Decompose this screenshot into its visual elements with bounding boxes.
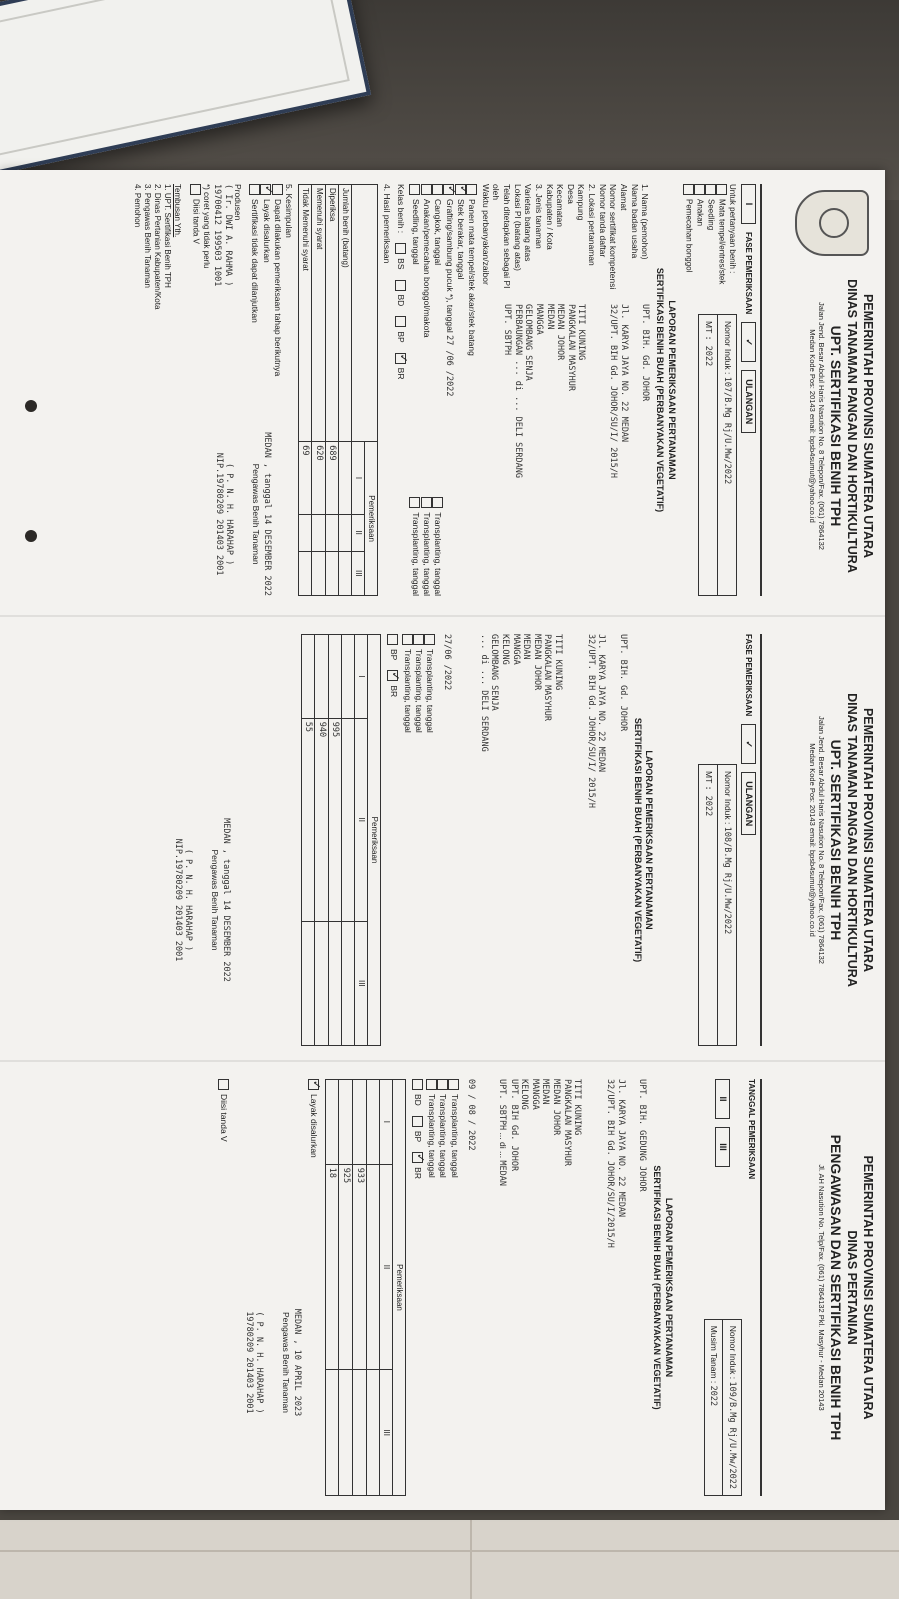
panen-label: Panen mata tempel/stek akar/stek batang (467, 199, 478, 356)
f2-nama: UPT. BIH. Gd. JOHOR (618, 634, 628, 732)
field-sertifikat-label: Nomor sertifikat kompetensi (608, 184, 619, 290)
transplant-label-1: Transplanting, tanggal (433, 512, 444, 596)
nomor-label-3: Nomor Induk : (728, 1325, 738, 1380)
field-ditetapkan-value: UPT. SBTPH (502, 304, 513, 356)
pengawas-name: ( P. N. H. HARAHAP ) (224, 462, 235, 566)
field-jenis-label: 3. Jenis tanaman (534, 184, 544, 249)
report-subtitle-2: SERTIFIKASI BENIH BUAH (PERBANYAKAN VEGETATIF) (633, 717, 644, 963)
mt-label-2: MT (704, 771, 715, 784)
f3-layak: Layak disalurkan (308, 1094, 319, 1158)
f2-stek-date: 27/06 /2022 (442, 634, 453, 691)
report-title-2: LAPORAN PEMERIKSAAN PERTANAMAN (644, 750, 655, 930)
f3-kelas-br: BR (413, 1167, 423, 1179)
f3-transplant-3: Transplanting, tanggal (427, 1094, 438, 1178)
col-ii: II (352, 514, 365, 551)
nomor-value: 107/B.Mg Rj/U.Mw/2022 (721, 376, 732, 485)
floor-tiles (0, 1520, 899, 1599)
f3-sign-date: MEDAN , 10 APRIL 2023 (291, 1308, 302, 1417)
f2-lokasi-pi: ... di ... DELI SERDANG (478, 634, 489, 752)
tanggal-pemeriksaan-label: TANGGAL PEMERIKSAAN (747, 1079, 756, 1180)
f3-nama: UPT. BIH. GEDUNG JOHOR (637, 1079, 648, 1192)
field-lokasi-label: 2. Lokasi pertanaman (587, 184, 598, 266)
field-kampung-label: Kampung (576, 184, 587, 221)
pengawas-nip: NIP.19780209 201403 2001 (213, 452, 224, 576)
f3-sertifikat: 32/UPT. BIH Gd. JOHOR/SU/I/2015/H (605, 1079, 615, 1248)
field-varietas-label: Varietas batang atas (523, 184, 534, 262)
f3-kelas-bd: BD (413, 1094, 423, 1106)
nomor-label-2: Nomor Induk : (722, 771, 733, 825)
tujuan-item-seedling: Seedling (706, 199, 716, 231)
tujuan-item-bonggol: Pemecahan bonggol (684, 199, 694, 273)
report-subtitle: SERTIFIKASI BENIH BUAH (PERBANYAKAN VEGETATIF) (655, 267, 666, 513)
stek-date: 27 /06 /2022 (443, 335, 454, 397)
kesimpulan-2: Layak disalurkan (261, 199, 272, 263)
header3-line3: PENGAWASAN DAN SERTIFIKASI BENIH TPH (827, 1134, 844, 1441)
seedling-label: Seedling, tanggal (410, 199, 421, 265)
cell-diperiksa-1: 689 (325, 442, 339, 514)
cell-memenuhi-1: 620 (312, 442, 326, 514)
kelas-bd: BD (396, 294, 407, 307)
f2-pengawas-label: Pengawas Benih Tanaman (210, 849, 220, 951)
f2-transplant-2: Transplanting, tanggal (414, 649, 425, 733)
anakan-label: Anakan/pemecahan bonggol/makota (421, 199, 432, 338)
tembusan-4: 4. Pemohon (133, 184, 143, 228)
kelas-label: Kelas benih : (396, 184, 407, 234)
f2-kelas-br: BR (388, 685, 399, 698)
f3-ditetapkan: UPT. SBTPH (497, 1079, 507, 1131)
f2-kabupaten: MEDAN (521, 634, 532, 660)
header3-address: Jl. AH Nasution No. Telp/Fax. (061) 7864132 Pkl. Masyhur - Medan 20143 (817, 1164, 827, 1411)
f2-sertifikat: 32/UPT. BIH Gd. JOHOR/SU/I/ 2015/H (585, 634, 596, 808)
f3-pengawas-label: Pengawas Benih Tanaman (281, 1312, 291, 1413)
f2-cell-2: 940 (315, 718, 329, 921)
ulangan-label: ULANGAN (741, 370, 756, 433)
transplant-label-3: Transplanting, tanggal (410, 512, 421, 596)
field-desa-value: PANGKALAN MASYHUR (565, 304, 576, 391)
f2-kelas-bp: BP (388, 649, 399, 661)
kelas-bp: BP (396, 331, 407, 343)
field-kecamatan-label: Kecamatan (555, 184, 566, 227)
header2-line2: DINAS TANAMAN PANGAN DAN HORTIKULTURA (845, 693, 860, 987)
field-ditetapkan-label: Telah ditetapkan sebagai PI oleh (491, 184, 513, 289)
f2-varietas: KELONG (500, 634, 510, 665)
pengawas-label: Pengawas Benih Tanaman (251, 463, 262, 565)
field-kabupaten-value: MEDAN (544, 304, 555, 330)
field-varietas-value: GELOMBANG SENJA (523, 304, 534, 381)
report-form-1 (0, 170, 885, 610)
fase-check-box: ✓ (741, 322, 756, 362)
f3-col-i: I (379, 1080, 392, 1165)
tembusan-3: 3. Pengawas Benih Tanaman (143, 184, 153, 288)
results-table-3 (325, 1079, 406, 1496)
mt-value: : 2022 (703, 335, 714, 367)
ulangan-label-2: ULANGAN (741, 772, 756, 835)
mt-value-2: : 2022 (703, 785, 714, 817)
f2-transplant-1: Transplanting, tanggal (425, 649, 436, 733)
f3-box-iii: III (715, 1127, 730, 1167)
tujuan-item-mata: Mata tempel/entres/stek (717, 199, 727, 285)
header3-line1: PEMERINTAH PROVINSI SUMATERA UTARA (861, 1155, 875, 1420)
sign-date: MEDAN , tanggal 14 DESEMBER 2022 (261, 432, 272, 596)
nomor-label: Nomor Induk : (722, 321, 733, 375)
f3-ditetapkan-di: MEDAN (497, 1160, 507, 1187)
f2-pengawas-nip: NIP.19780209 201403 2001 (172, 838, 183, 962)
header-address2: Medan Kode Pos: 20143 email: bpsb4sumut@yahoo.co.id (807, 329, 817, 523)
f3-box-ii: II (715, 1079, 730, 1119)
hasil-label: 4. Hasil pemeriksaan (382, 184, 393, 264)
f3-transplant-1: Transplanting, tanggal (449, 1094, 460, 1178)
cangkok-label: Cangkok, tanggal (433, 199, 444, 266)
f2-kecamatan: MEDAN JOHOR (531, 634, 542, 691)
f3-col-ii: II (379, 1164, 392, 1369)
f3-varietas: KELONG (519, 1079, 530, 1110)
diisi-note: Diisi tanda V (191, 199, 201, 244)
pemeriksaan-header: Pemeriksaan (365, 442, 378, 596)
results-table-2 (301, 634, 382, 1046)
field-kabupaten-label: Kabupaten / Kota (544, 184, 555, 250)
f2-alamat: Jl. KARYA JAYA NO. 22 MEDAN (596, 634, 607, 773)
cell-tidak-1: 69 (298, 442, 312, 514)
nomor-value-2: 108/B.Mg Rj/U.Mw/2022 (721, 826, 732, 935)
header2-address: Jalan Jend. Besar Abdul Haris Nasution No. 8 Telepon/Fax. (061) 7864132 (817, 716, 827, 964)
f3-cell-3: 18 (325, 1164, 339, 1369)
fase-label: FASE PEMERIKSAAN (744, 232, 754, 315)
f2-pengawas-name: ( P. N. H. HARAHAP ) (183, 848, 194, 952)
f3-cell-1: 933 (353, 1164, 367, 1369)
f2-col-i: I (355, 635, 368, 719)
f2-col-ii: II (355, 718, 368, 921)
tembusan-1: 1. UPT. Sertifikasi Benih TPH (163, 184, 173, 288)
header2-address2: Medan Kode Pos: 20143 email: bpsb4sumut@yahoo.co.id (807, 743, 817, 937)
f3-alamat: Jl. KARYA JAYA NO. 22 MEDAN (615, 1079, 626, 1218)
fase-check-box-2: ✓ (741, 724, 756, 764)
field-tanda-label: Nomor tanda daftar (597, 184, 608, 258)
f3-lokasi-pi: UPT. BIH Gd. JOHOR (508, 1079, 519, 1172)
field-nama-label: 1. Nama (pemohon) (640, 184, 651, 260)
fase-label-2: FASE PEMERIKSAAN (744, 634, 754, 717)
f3-diisi-note: Diisi tanda V (219, 1094, 230, 1142)
kesimpulan-1: Dapat dilakukan pemeriksaan tahap berikutnya (273, 199, 283, 377)
field-badan-label: Nama badan usaha (629, 184, 640, 259)
field-jenis-value: MANGGA (534, 304, 544, 335)
f2-kampung: TITI KUNING (553, 634, 564, 691)
nomor-value-3: 109/B.Mg Rj/U.Mw/2022 (727, 1381, 737, 1489)
inspection-report-sheet (0, 170, 885, 1510)
f2-varietas2: GELOMBANG SENJA (489, 634, 500, 711)
kelas-bs: BS (396, 258, 407, 270)
tembusan-2: 2. Dinas Pertanian Kabupaten/Kota (153, 184, 163, 310)
f2-desa: PANGKALAN MASYHUR (542, 634, 553, 721)
header-line1: PEMERINTAH PROVINSI SUMATERA UTARA (861, 293, 875, 559)
report-title: LAPORAN PEMERIKSAAN PERTANAMAN (666, 300, 677, 480)
sambung-label: Grafting/sambung pucuk *), tanggal (444, 199, 455, 333)
row-memenuhi: Memenuhi syarat (312, 185, 326, 442)
f2-col-iii: III (355, 921, 368, 1045)
coret-note: *) coret yang tidak perlu (202, 184, 212, 269)
f3-pengawas-name: ( P. N. H. HARAHAP ) (254, 1311, 265, 1414)
produsen-name: ( Ir. DWI A. RAHMA ) (222, 184, 233, 287)
f3-kampung: TITI KUNING (572, 1079, 583, 1136)
header2-line1: PEMERINTAH PROVINSI SUMATERA UTARA (861, 707, 875, 973)
header-line3: UPT. SERTIFIKASI BENIH TPH (827, 325, 844, 527)
field-lokasi-pi-value: PERBAUNGAN ... di ... DELI SERDANG (512, 304, 523, 478)
field-kampung-value: TITI KUNING (576, 304, 587, 361)
header3-line2: DINAS PERTANIAN (845, 1230, 860, 1345)
transplant-label-2: Transplanting, tanggal (421, 512, 432, 596)
col-iii: III (352, 551, 365, 595)
provincial-crest-icon (795, 190, 869, 256)
f3-kecamatan: MEDAN JOHOR (551, 1079, 562, 1136)
stek-label: Stek berakar, tanggal (456, 199, 466, 280)
f3-kelas-bp: BP (413, 1130, 423, 1143)
header2-line3: UPT. SERTIFIKASI BENIH TPH (827, 739, 844, 941)
kesimpulan-label: 5. Kesimpulan (283, 184, 294, 238)
f3-transplant-2: Transplanting, tanggal (438, 1094, 449, 1178)
mt-label: MT (704, 321, 715, 334)
kelas-br: BR (396, 367, 407, 380)
field-sertifikat-value: 32/UPT. BIH Gd. JOHOR/SU/I/ 2015/H (608, 304, 619, 478)
musim-label: Musim Tanam : (709, 1325, 720, 1384)
tembusan-label: Tembusan Yth. (173, 184, 183, 238)
row-diperiksa: Diperiksa (325, 185, 339, 442)
results-table (298, 184, 379, 596)
report-title-3: LAPORAN PEMERIKSAAN PERTANAMAN (663, 1197, 674, 1378)
row-jumlah: Jumlah benih (batang) (339, 185, 352, 442)
fase-box-roman: I (741, 184, 756, 224)
report-form-2 (0, 620, 885, 1060)
musim-value: 2022 (708, 1385, 719, 1407)
f2-cell-3: 55 (301, 718, 315, 921)
f3-cell-2: 925 (339, 1164, 353, 1369)
field-desa-label: Desa (565, 184, 576, 204)
f3-col-iii: III (379, 1370, 392, 1496)
field-waktu-label: Waktu perbanyakan/zaibor (480, 184, 491, 285)
f3-pengawas-nip: 19780209 201403 2001 (243, 1311, 254, 1414)
col-i: I (352, 442, 365, 514)
f2-sign-date: MEDAN , tanggal 14 DESEMBER 2022 (220, 818, 231, 982)
field-nama-value: UPT. BIH. Gd. JOHOR (640, 304, 651, 402)
report-subtitle-3: SERTIFIKASI BENIH BUAH (PERBANYAKAN VEGETATIF) (652, 1165, 663, 1410)
field-lokasi-pi-label: Lokasi Pl (batang atas) (512, 184, 523, 271)
f2-jenis: MANGGA (510, 634, 521, 665)
f3-pemeriksaan: Pemeriksaan (392, 1080, 405, 1496)
header-address: Jalan Jend. Besar Abdul Haris Nasution No. 8 Telepon/Fax. (061) 7864132 (817, 302, 827, 550)
tujuan-label: Untuk pertanyaan benih : (727, 184, 737, 274)
produsen-label: Produsen (233, 184, 244, 221)
header-line2: DINAS TANAMAN PANGAN DAN HORTIKULTURA (845, 279, 860, 573)
f3-jenis: MANGGA (529, 1079, 540, 1110)
produsen-nip: 19700412 199503 1001 (212, 184, 222, 287)
report-form-3: PEMERINTAH PROVINSI SUMATERA UTARA DINAS PERTANIAN PENGAWASAN DAN SERTIFIKASI BENIH TPH Jl. AH Nasution No. Telp/Fax. (061) 7864132 Pkl. Masyhur - Medan 20143 TANGGAL PEMERIKSAAN II III Nomor Induk : 109/B.Mg Rj/U.Mw/2022 Musim Tanam : 2022 LAPORAN PEMERIKSAAN PERTANAMAN SERTIFIKASI BENIH BUAH (PERBANYAKAN VEGETATIF) UPT. BIH. GEDUNG JOHOR Jl. KARYA JAYA NO. 22 MEDAN 32/UPT. BIH Gd. JOHOR/SU/I/2015/H TITI KUNING PANGKALAN MASYHUR MEDAN JOHOR MEDAN MANGGA KELONG UPT. BIH Gd. JOHOR UPT. SBTPH ... di ... MEDAN 09 / 08 / 2022 Transplanting, tanggal Transplanting, tanggal Transplanting, tanggal BD BP ✓BR Pemeriksaan I II III 933 925 18 ✓Layak disalurkan MEDAN , 10 APRIL 2023 Pengawas Benih Tanaman ( P. N. H. HARAHAP ) 19780209 201403 2001 Diisi tanda V (0, 1065, 885, 1510)
f2-transplant-3: Transplanting, tanggal (403, 649, 413, 733)
field-kecamatan-value: MEDAN JOHOR (555, 304, 566, 361)
f3-stek-date: 09 / 08 / 2022 (466, 1079, 477, 1151)
row-tidak: Tidak Memenuhi syarat (298, 185, 312, 442)
kesimpulan-3: Sertifikasi tidak dapat dilanjutkan (250, 199, 261, 323)
field-alamat-value: Jl. KARYA JAYA NO. 22 MEDAN (619, 304, 629, 443)
tujuan-item-anakan: Anakan (695, 199, 705, 227)
field-alamat-label: Alamat (619, 184, 629, 211)
f3-desa: PANGKALAN MASYHUR (561, 1079, 572, 1166)
f3-kabupaten: MEDAN (540, 1079, 551, 1105)
f2-pemeriksaan: Pemeriksaan (368, 635, 381, 1046)
f2-cell-1: 995 (328, 718, 342, 921)
